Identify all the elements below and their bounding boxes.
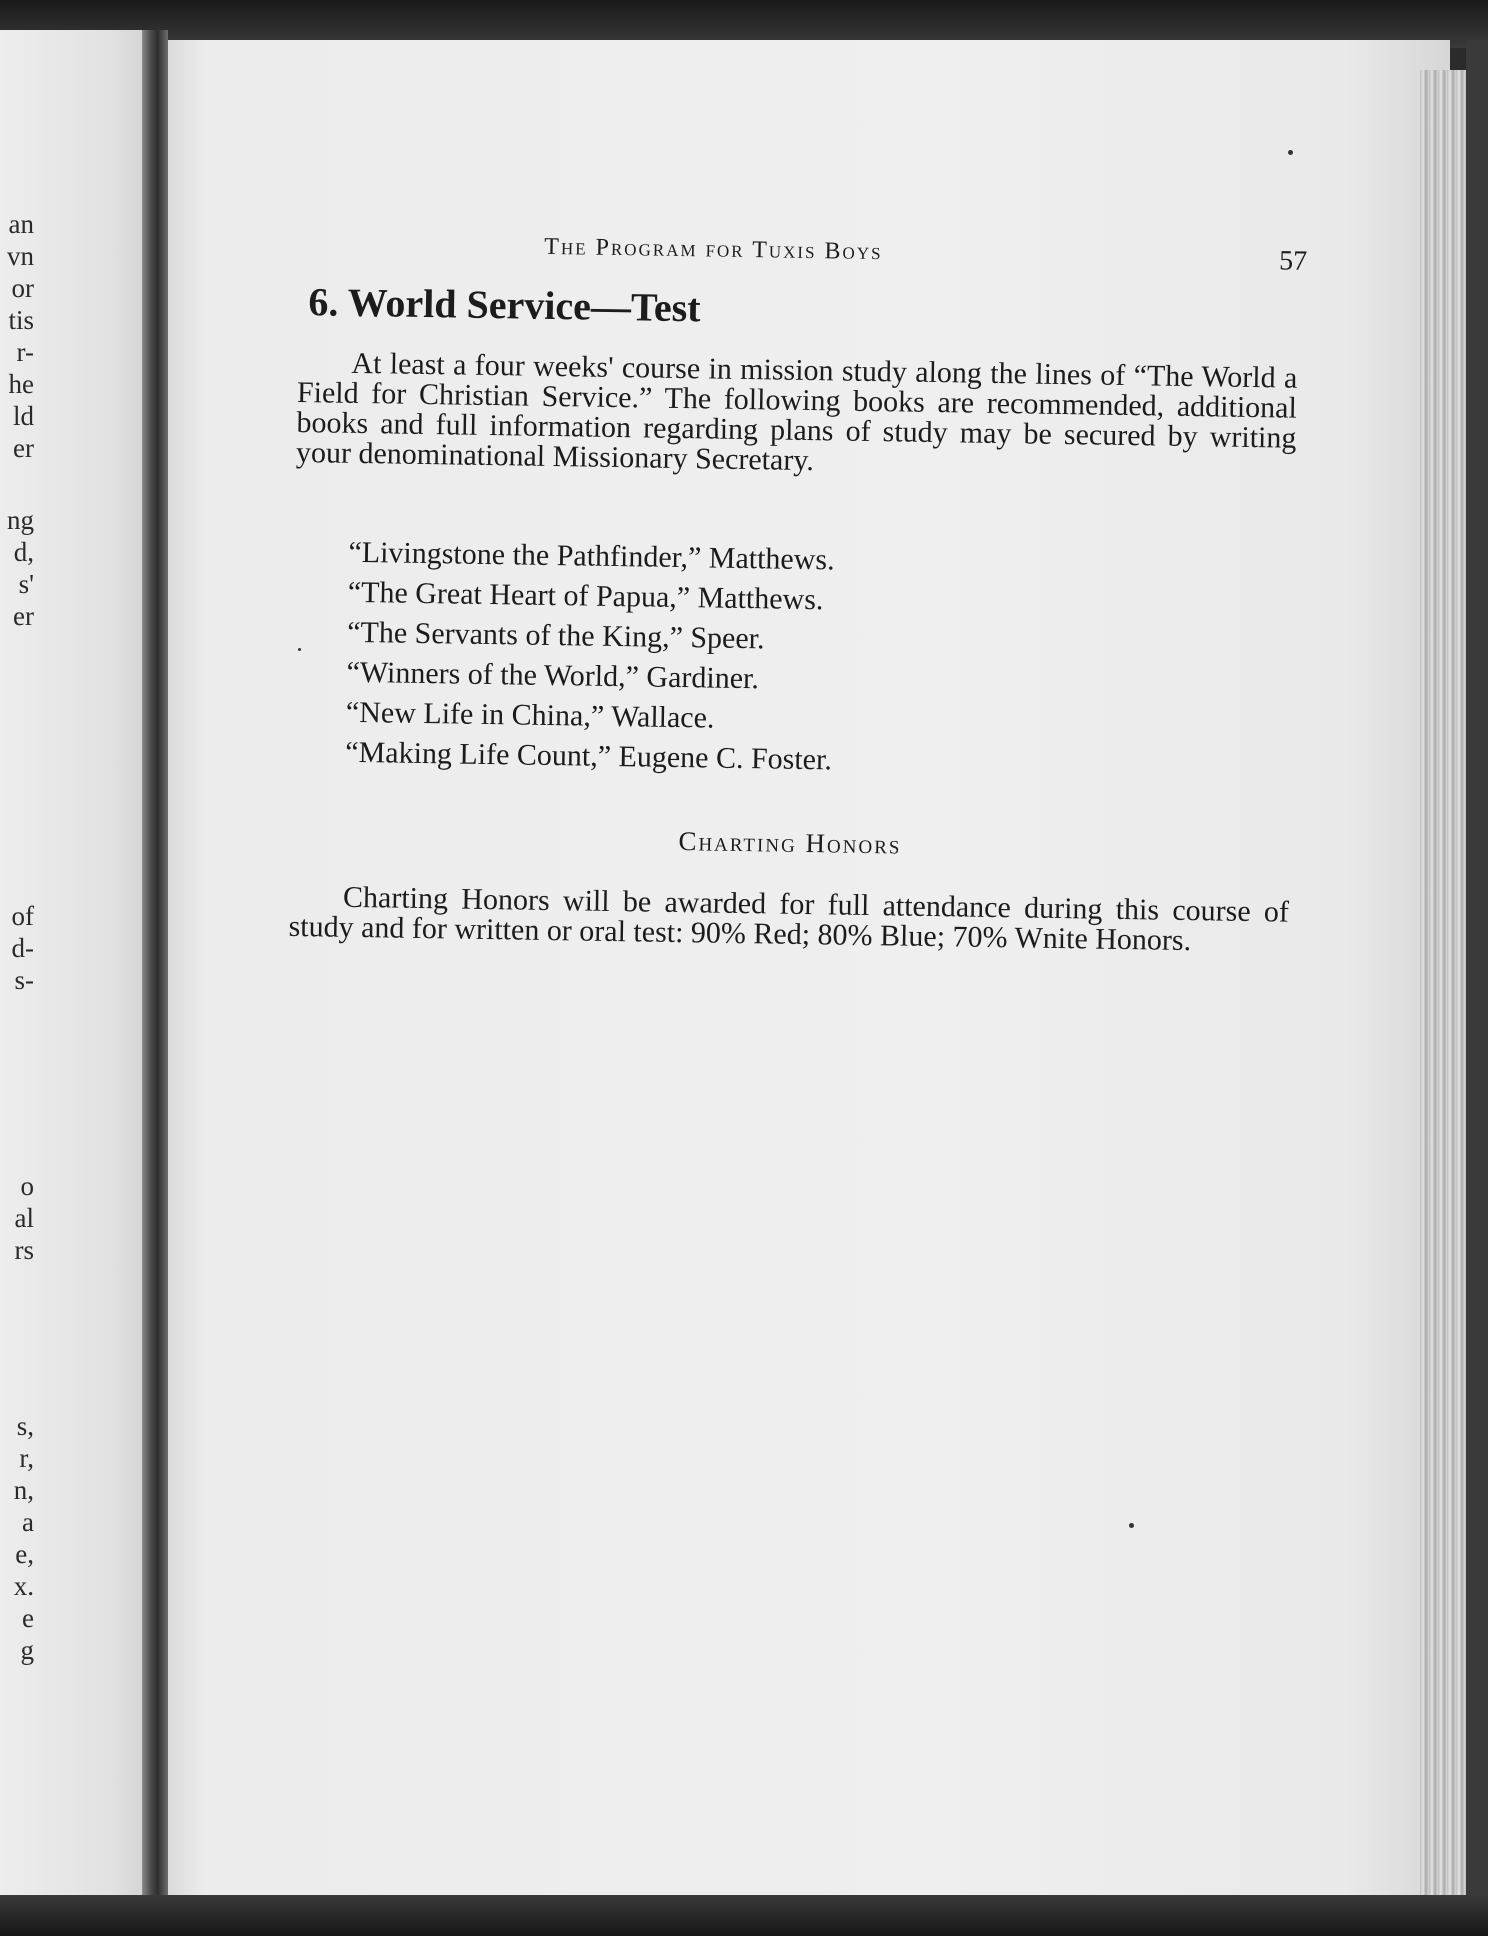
left-fragment: r, bbox=[19, 1443, 34, 1473]
left-fragment: o bbox=[20, 1171, 34, 1201]
left-fragment: e bbox=[22, 1603, 34, 1633]
left-page-text-fragments bbox=[0, 30, 40, 1900]
left-fragment: g bbox=[20, 1635, 34, 1665]
left-fragment: d- bbox=[11, 933, 34, 963]
book-item: “The Great Heart of Papua,” Matthews. bbox=[347, 575, 824, 617]
left-fragment: s' bbox=[18, 569, 34, 599]
left-fragment: or bbox=[11, 273, 34, 303]
book-item: “Making Life Count,” Eugene C. Foster. bbox=[345, 735, 833, 777]
left-fragment: a bbox=[22, 1507, 34, 1537]
book-item: “Winners of the World,” Gardiner. bbox=[346, 655, 760, 696]
left-fragment: ng bbox=[7, 505, 34, 535]
left-fragment: al bbox=[14, 1203, 34, 1233]
left-fragment: er bbox=[13, 433, 34, 463]
scan-right-border bbox=[1466, 40, 1488, 1900]
left-fragment: vn bbox=[7, 241, 34, 271]
paper-speck bbox=[1288, 150, 1293, 155]
left-fragment: he bbox=[8, 369, 34, 399]
page-stack-edge bbox=[1420, 70, 1468, 1895]
book-item: “New Life in China,” Wallace. bbox=[345, 695, 715, 735]
book-item: “The Servants of the King,” Speer. bbox=[346, 615, 765, 656]
left-fragment: s, bbox=[16, 1411, 34, 1441]
left-fragment: er bbox=[13, 601, 34, 631]
page-number: 57 bbox=[1278, 245, 1308, 277]
paper-speck bbox=[1129, 1523, 1134, 1528]
left-fragment: ld bbox=[12, 401, 34, 431]
left-fragment: r- bbox=[16, 337, 34, 367]
left-page bbox=[0, 30, 158, 1900]
left-fragment: rs bbox=[14, 1235, 34, 1265]
running-head: The Program for Tuxis Boys bbox=[544, 233, 883, 266]
book-gutter bbox=[142, 30, 168, 1900]
scan-bottom-border bbox=[0, 1895, 1488, 1936]
charting-honors-paragraph: Charting Honors will be awarded for full attendance during this course of study and for written or oral test: 90% Red; 80% Blue; 70% Wnite Honors. bbox=[288, 880, 1290, 958]
left-fragment: n, bbox=[13, 1475, 34, 1505]
left-fragment: of bbox=[11, 901, 34, 931]
left-fragment: s- bbox=[14, 965, 34, 995]
section-heading: 6. World Service—Test bbox=[308, 279, 701, 331]
book-item: “Livingstone the Pathfinder,” Matthews. bbox=[348, 535, 835, 577]
left-fragment: e, bbox=[15, 1539, 34, 1569]
left-fragment: x. bbox=[13, 1571, 34, 1601]
intro-paragraph: At least a four weeks' course in mission study along the lines of “The World a Field for Christian Service.” The following books are recommended, additional books and full information regarding plans of study may be secured by writing your denominational Missionary Secretary. bbox=[295, 346, 1298, 478]
charting-honors-heading: Charting Honors bbox=[678, 826, 902, 860]
left-fragment: tis bbox=[8, 305, 34, 335]
paper-speck bbox=[298, 648, 301, 651]
left-fragment: d, bbox=[13, 537, 34, 567]
left-fragment: an bbox=[8, 209, 34, 239]
book-list bbox=[345, 533, 835, 781]
